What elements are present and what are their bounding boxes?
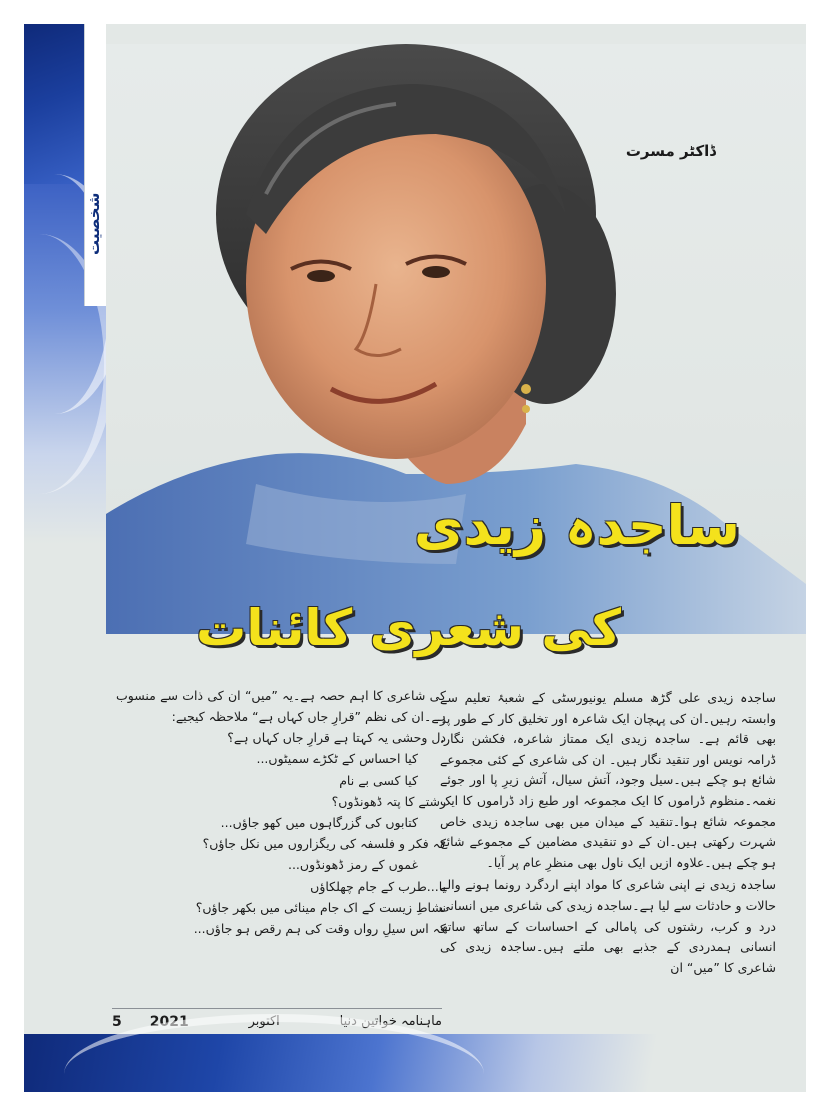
poem-line: غموں کے رمز ڈھونڈوں...	[287, 857, 418, 873]
poem-line: نشاطِ زیست کے اک جام مینائی میں بکھر جاؤں؟	[195, 899, 446, 915]
paragraph: ساجدہ زیدی علی گڑھ مسلم یونیورسٹی کے شعبۂ تعلیم سے وابستہ رہیں۔ان کی پہچان ایک شاعرہ اور تخلیق کار کے طور پر بھی قائم ہے۔ ساجدہ زیدی ایک ممتاز شاعرہ، فکشن نگار، ڈرامہ نویس اور تنقید نگار ہیں۔ ان کی شاعری کے کئی مجموعے شائع ہو چکے ہیں۔سیل وجود، آتش سیال، آتش زیرِ پا اور جوئے نغمہ۔منظوم ڈراموں کا ایک مجموعہ اور طبع زاد ڈراموں کا ایک مجموعہ شائع ہوا۔تنقید کے میدان میں بھی ساجدہ زیدی خاص شہرت رکھتی ہیں۔ان کے دو تنقیدی مضامین کے مجموعے شائع ہو چکے ہیں۔علاوہ ازیں ایک ناول بھی منظرِ عام پر آیا۔	[440, 690, 776, 870]
poem-line: کہ اس سیلِ رواں وقت کی ہم رقص ہو جاؤں...	[193, 921, 446, 937]
body-column-left	[116, 686, 446, 939]
issue-year: 2021	[149, 1013, 189, 1030]
poem-line: رشتے کا پتہ ڈھونڈوں؟	[331, 793, 446, 809]
poem-line: دل وحشی یہ کہتا ہے قرارِ جاں کہاں ہے؟	[227, 730, 446, 746]
page-number: 5	[112, 1013, 122, 1030]
poem-line: کیا احساس کے ٹکڑے سمیٹوں...	[256, 751, 418, 767]
paragraph: ساجدہ زیدی نے اپنی شاعری کا مواد اپنے اردگرد رونما ہونے والے حالات و حادثات سے لیا ہے۔ساجدہ زیدی کی شاعری میں انسانی درد و کرب، رشتوں کی پامالی کے احساسات کے ساتھ ساتھ انسانی ہمدردی کے جذبے بھی ملتے ہیں۔ساجدہ زیدی کی شاعری کا ”میں“ ان	[440, 877, 776, 975]
poem-line: کہ فکر و فلسفہ کی ریگزاروں میں نکل جاؤں؟	[202, 836, 446, 852]
poem-line: کتابوں کی گزرگاہوں میں کھو جاؤں...	[220, 815, 418, 830]
poem-line: کیا کسی بے نام	[339, 772, 418, 788]
magazine-name: ماہنامہ خواتین دنیا	[339, 1014, 442, 1029]
author-name: ڈاکٹر مسرت	[625, 142, 716, 160]
category-label: شخصیت	[85, 192, 103, 256]
body-column-right	[440, 688, 776, 980]
issue-month: اکتوبر	[248, 1014, 280, 1029]
poem-line: یا...طرب کے جام چھلکاؤں	[310, 878, 446, 894]
paragraph: کی شاعری کا اہم حصہ ہے۔یہ ”میں“ ان کی ذات سے منسوب ہے۔ان کی نظم ”قرارِ جاں کہاں ہے“ ملاحظہ کیجیے:	[116, 688, 446, 724]
magazine-page	[24, 24, 806, 1092]
article-title-line1: ساجدہ زیدی	[414, 494, 740, 557]
article-title-line2: کی شعری کائنات	[196, 599, 621, 657]
